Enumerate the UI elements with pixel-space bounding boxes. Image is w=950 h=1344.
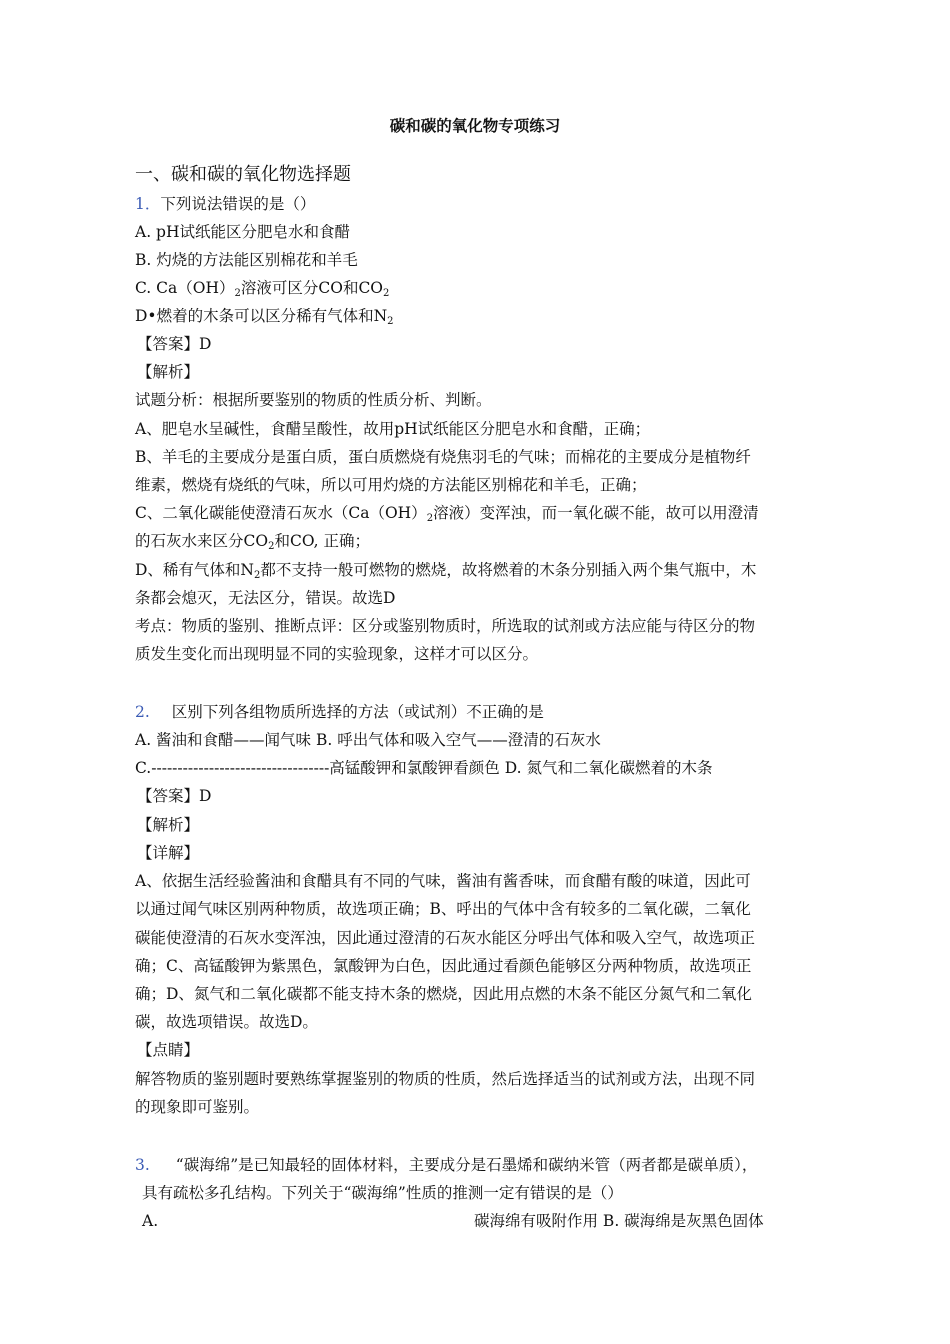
detail-line: 以通过闻气味区别两种物质，故选项正确；B、呼出的气体中含有较多的二氧化碳，二氧化 bbox=[135, 900, 751, 918]
answer-label: 【答案】D bbox=[137, 335, 212, 353]
option-a: A. pH试纸能区分肥皂水和食醋 bbox=[135, 223, 350, 241]
question-stem: 区别下列各组物质所选择的方法（或试剂）不正确的是 bbox=[171, 703, 544, 721]
question-number: 3. bbox=[135, 1156, 150, 1174]
detail-line: A、依据生活经验酱油和食醋具有不同的气味，酱油有酱香味，而食醋有酸的味道，因此可 bbox=[135, 872, 751, 890]
analysis-line: 条都会熄灭，无法区分，错误。故选D bbox=[135, 589, 396, 607]
detail-line: 碳，故选项错误。故选D。 bbox=[135, 1013, 318, 1031]
analysis-line: B、羊毛的主要成分是蛋白质，蛋白质燃烧有烧焦羽毛的气味；而棉花的主要成分是植物纤 bbox=[135, 448, 751, 466]
analysis-label: 【解析】 bbox=[137, 816, 200, 834]
options-ab: A. 酱油和食醋——闻气味 B. 呼出气体和吸入空气——澄清的石灰水 bbox=[135, 731, 601, 749]
analysis-line: 考点：物质的鉴别、推断点评：区分或鉴别物质时，所选取的试剂或方法应能与待区分的物 bbox=[135, 617, 756, 635]
answer-label: 【答案】D bbox=[137, 787, 212, 805]
analysis-line: D、稀有气体和$N_2$都不支持一般可燃物的燃烧，故将燃着的木条分别插入两个集气瓶中，木 bbox=[135, 561, 757, 581]
question-stem: 下列说法错误的是（） bbox=[160, 195, 316, 213]
detail-line: 确；D、氮气和二氧化碳都不能支持木条的燃烧，因此用点燃的木条不能区分氮气和二氧化 bbox=[135, 985, 752, 1003]
section-heading: 一、碳和碳的氧化物选择题 bbox=[135, 164, 351, 185]
question-stem: “碳海绵”是已知最轻的固体材料，主要成分是石墨烯和碳纳米管（两者都是碳单质）， bbox=[175, 1156, 758, 1174]
question-2 bbox=[135, 702, 544, 722]
tip-line: 解答物质的鉴别题时要熟练掌握鉴别的物质的性质，然后选择适当的试剂或方法，出现不同 bbox=[135, 1070, 756, 1088]
question-number: 2. bbox=[135, 703, 150, 721]
question-number: 1． bbox=[135, 195, 161, 213]
page-title: 碳和碳的氧化物专项练习 bbox=[389, 116, 561, 135]
detail-line: 碳能使澄清的石灰水变浑浊，因此通过澄清的石灰水能区分呼出气体和吸入空气，故选项正 bbox=[135, 929, 756, 947]
option-c: C. $Ca(OH)_2$溶液可区分CO和$CO_2$ bbox=[135, 279, 390, 299]
analysis-label: 【解析】 bbox=[137, 363, 200, 381]
options-cd: C.----------------------------------高锰酸钾和氯酸钾看颜色 D. 氮气和二氧化碳燃着的木条 bbox=[135, 759, 713, 777]
analysis-line: 质发生变化而出现明显不同的实验现象，这样才可以区分。 bbox=[135, 645, 539, 663]
options-ab: 碳海绵有吸附作用 B. 碳海绵是灰黑色固体 bbox=[474, 1212, 764, 1230]
question-stem-cont: 具有疏松多孔结构。下列关于“碳海绵”性质的推测一定有错误的是（） bbox=[142, 1184, 623, 1202]
analysis-line: C、二氧化碳能使澄清石灰水（$Ca(OH)_2$溶液）变浑浊，而一氧化碳不能，故可以用澄清 bbox=[135, 504, 759, 524]
detail-label: 【详解】 bbox=[137, 844, 200, 862]
analysis-line: 维素，燃烧有烧纸的气味，所以可用灼烧的方法能区别棉花和羊毛，正确； bbox=[135, 476, 647, 494]
option-b: B. 灼烧的方法能区别棉花和羊毛 bbox=[135, 251, 358, 269]
detail-line: 确；C、高锰酸钾为紫黑色，氯酸钾为白色，因此通过看颜色能够区分两种物质，故选项正 bbox=[135, 957, 752, 975]
analysis-line: A、肥皂水呈碱性，食醋呈酸性，故用pH试纸能区分肥皂水和食醋，正确； bbox=[135, 420, 651, 438]
option-d: D•燃着的木条可以区分稀有气体和$N_2$ bbox=[135, 307, 394, 327]
question-1 bbox=[135, 194, 315, 214]
tip-label: 【点睛】 bbox=[137, 1041, 200, 1059]
option-a-label: A. bbox=[142, 1212, 159, 1230]
question-3 bbox=[135, 1155, 757, 1175]
tip-line: 的现象即可鉴别。 bbox=[135, 1098, 260, 1116]
analysis-line: 的石灰水来区分$CO_2$和CO, 正确； bbox=[135, 532, 370, 552]
analysis-line: 试题分析：根据所要鉴别的物质的性质分析、判断。 bbox=[135, 391, 492, 409]
